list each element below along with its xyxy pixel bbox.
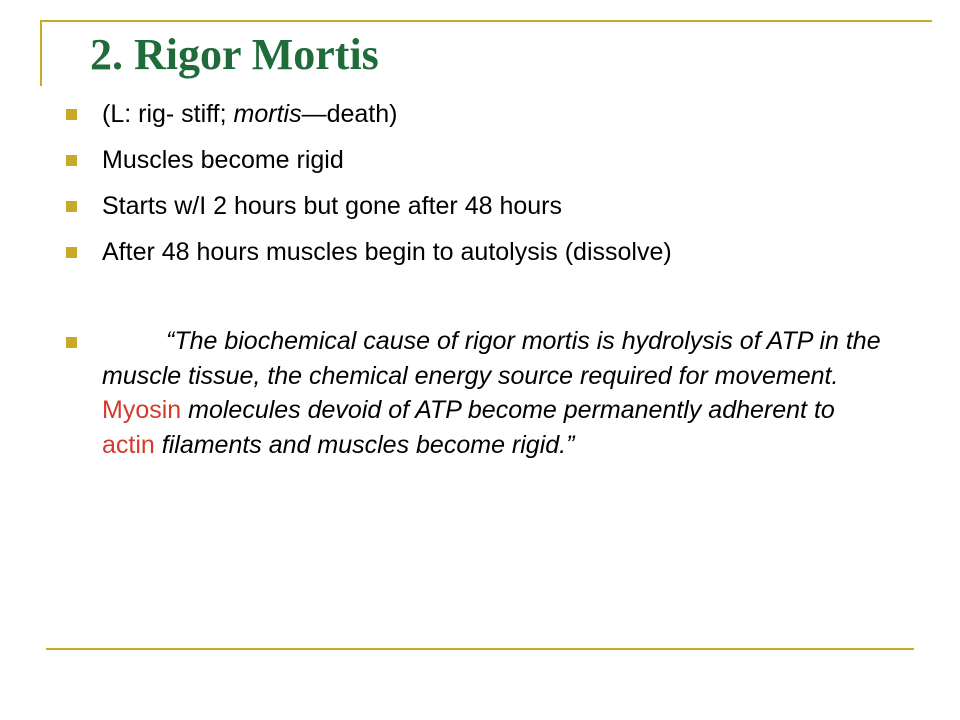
square-bullet-icon <box>66 337 77 348</box>
highlight-myosin: Myosin <box>102 396 182 424</box>
highlight-actin: actin <box>102 430 155 459</box>
bullet-text: Muscles become rigid <box>102 146 344 174</box>
square-bullet-icon <box>66 109 77 120</box>
square-bullet-icon <box>66 247 77 258</box>
decorative-vertical-line <box>40 20 42 86</box>
latin-word: mortis <box>233 100 302 128</box>
square-bullet-icon <box>66 201 77 212</box>
slide-title: 2. Rigor Mortis <box>90 30 379 79</box>
decorative-bottom-line <box>46 648 914 650</box>
quote-text: “The biochemical cause of rigor mortis is hydrolysis of ATP in the muscle tissue, the chemical energy source required for movement. Myosin molecules devoid of ATP become permanently adherent to actin filaments and muscles become rigid.” <box>102 327 881 459</box>
decorative-top-line <box>40 20 932 22</box>
square-bullet-icon <box>66 155 77 166</box>
bullet-text: After 48 hours muscles begin to autolysis (dissolve) <box>102 238 672 266</box>
bullet-text: Starts w/I 2 hours but gone after 48 hours <box>102 192 562 220</box>
bullet-text: (L: rig- stiff; mortis—death) <box>102 100 398 128</box>
